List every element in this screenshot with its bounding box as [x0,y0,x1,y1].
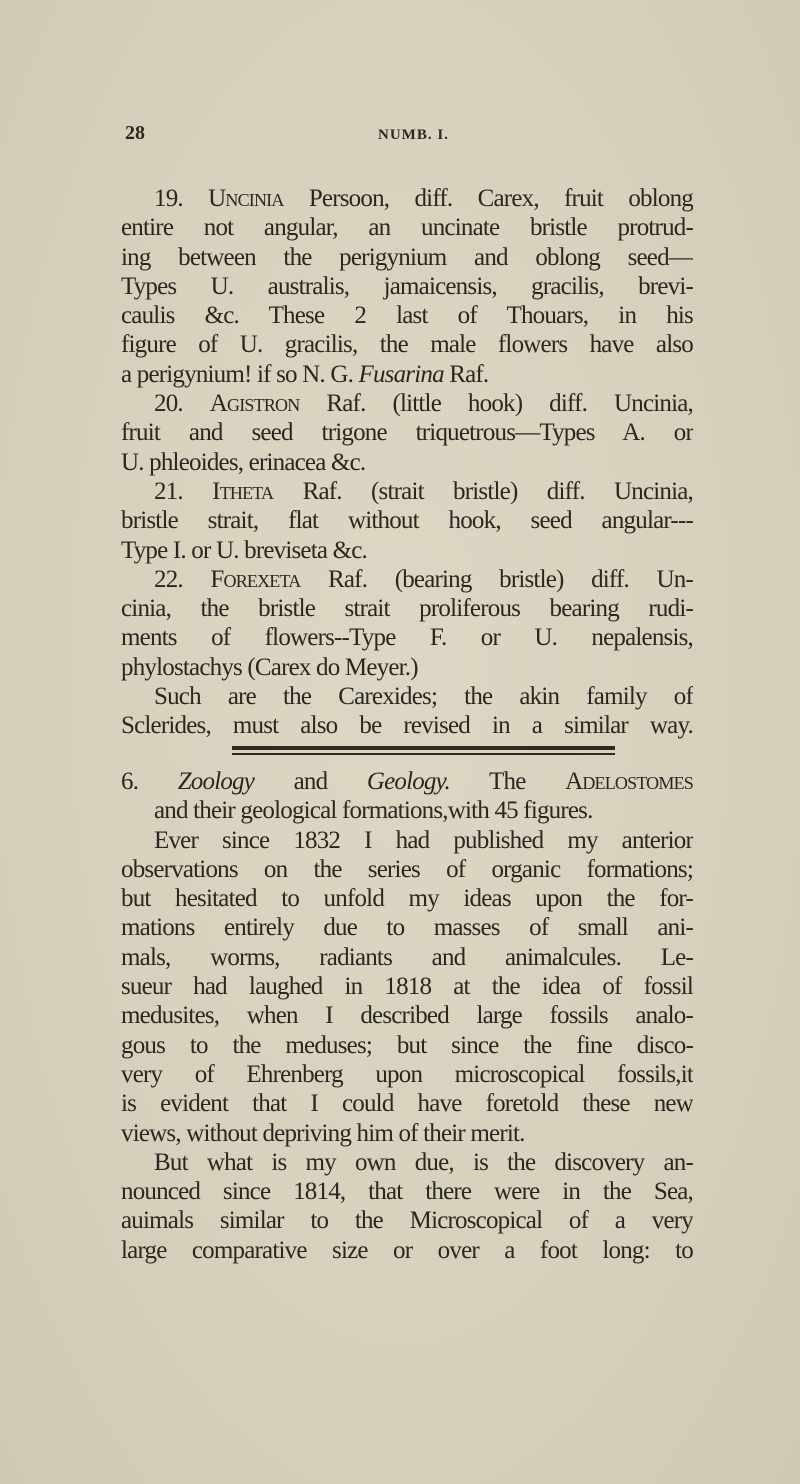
text-run: bristle strait, flat without hook, seed angular--- [121,507,693,535]
section-divider-rule-thin [232,753,615,755]
text-run: medusites, when I described large fossils analo- [121,1002,693,1030]
text-run: phylostachys (Carex do Meyer.) [121,653,418,681]
text-line [121,360,693,389]
text-run: figure of U. gracilis, the male flowers have also [121,331,693,359]
text-run: a perigynium! if so N. G. [121,360,359,388]
text-run: large comparative size or over a foot long: to [121,1236,693,1264]
section-uncinia-genera [121,184,693,741]
text-run: sueur had laughed in 1818 at the idea of fossil [121,973,693,1001]
text-line [121,711,693,740]
text-line [121,565,693,594]
text-run: Raf. (bearing bristle) diff. Un- [300,565,693,593]
text-run: very of Ehrenberg upon microscopical fossils,it [121,1060,693,1088]
text-line [121,682,693,711]
text-run: Raf. [443,360,489,388]
text-line [121,972,693,1001]
text-run: fruit and seed trigone triquetrous—Types A. or [121,419,693,447]
text-run: Such are the Carexides; the akin family of [154,683,693,711]
text-run: But what is my own due, is the discovery an- [154,1148,693,1176]
section-zoology-geology [121,767,693,1265]
text-run: and their geological formations,with 45 figures. [154,797,593,825]
text-line [121,1089,693,1118]
text-run: entire not angular, an uncinate bristle protrud- [121,214,693,242]
text-run: Ever since 1832 I had published my anterior [154,826,693,854]
text-run: Raf. (little hook) diff. Uncinia, [299,390,693,418]
text-run: Raf. (strait bristle) diff. Uncinia, [273,477,693,505]
text-line [121,1031,693,1060]
text-line [121,855,693,884]
text-line [121,243,693,272]
text-line [121,1119,693,1148]
text-run: 6. [121,768,178,795]
text-line [121,536,693,565]
text-run: is evident that I could have foretold these new [121,1090,693,1118]
text-line [121,913,693,942]
text-run: ing between the perigynium and oblong seed— [121,243,693,271]
text-line [121,1206,693,1235]
running-head: NUMB. I. [378,127,449,143]
text-line [121,477,693,506]
text-line [121,1236,693,1265]
text-run: observations on the series of organic formations; [121,855,693,883]
italic-term: Fusarina [358,360,444,388]
text-run: views, without depriving him of their merit. [121,1119,525,1147]
text-line [121,884,693,913]
text-line [121,1177,693,1206]
text-line [121,943,693,972]
text-line [121,1060,693,1089]
text-run: but hesitated to unfold my ideas upon the for- [121,885,693,913]
text-line [121,448,693,477]
text-run: The [449,768,566,795]
text-line [121,184,693,213]
italic-term: Zoology [177,768,255,795]
genus-name: Itheta [212,477,274,505]
text-line [121,213,693,242]
text-run: caulis &c. These 2 last of Thouars, in his [121,302,693,330]
text-line [121,653,693,682]
text-line [121,623,693,652]
text-run: 19. [154,185,209,212]
text-run: U. phleoides, erinacea &c. [121,448,366,476]
text-run: 21. [154,477,213,505]
text-line [121,330,693,359]
text-line [121,389,693,418]
italic-term: Geology. [366,768,450,795]
text-run: mations entirely due to masses of small ani- [121,914,693,942]
text-line [121,767,693,796]
text-line [121,272,693,301]
text-line [121,594,693,623]
text-line [121,1001,693,1030]
text-run: Persoon, diff. Carex, fruit oblong [283,185,693,212]
section-divider-rule [232,746,615,750]
page-number: 28 [125,122,145,144]
text-line [121,796,693,825]
text-line [121,418,693,447]
text-line [121,301,693,330]
genus-name: Adelostomes [565,768,693,795]
text-run: Type I. or U. breviseta &c. [121,536,368,564]
text-run: mals, worms, radiants and animalcules. Le- [121,943,693,971]
text-line [121,1148,693,1177]
text-line [121,506,693,535]
text-run: ments of flowers--Type F. or U. nepalensis, [121,624,693,652]
text-run: gous to the meduses; but since the fine disco- [121,1031,693,1059]
text-line [121,826,693,855]
text-run: auimals similar to the Microscopical of a very [121,1207,693,1235]
text-run: 20. [154,390,210,418]
genus-name: Uncinia [208,185,284,212]
text-run: Types U. australis, jamaicensis, gracilis, brevi- [121,272,693,300]
text-run: 22. [154,565,211,593]
text-run: and [254,768,367,795]
genus-name: Forexeta [210,565,301,593]
text-run: nounced since 1814, that there were in the Sea, [121,1178,693,1206]
genus-name: Agistron [209,390,300,418]
text-run: cinia, the bristle strait proliferous bearing rudi- [121,595,693,623]
text-run: Sclerides, must also be revised in a similar way. [121,712,693,740]
